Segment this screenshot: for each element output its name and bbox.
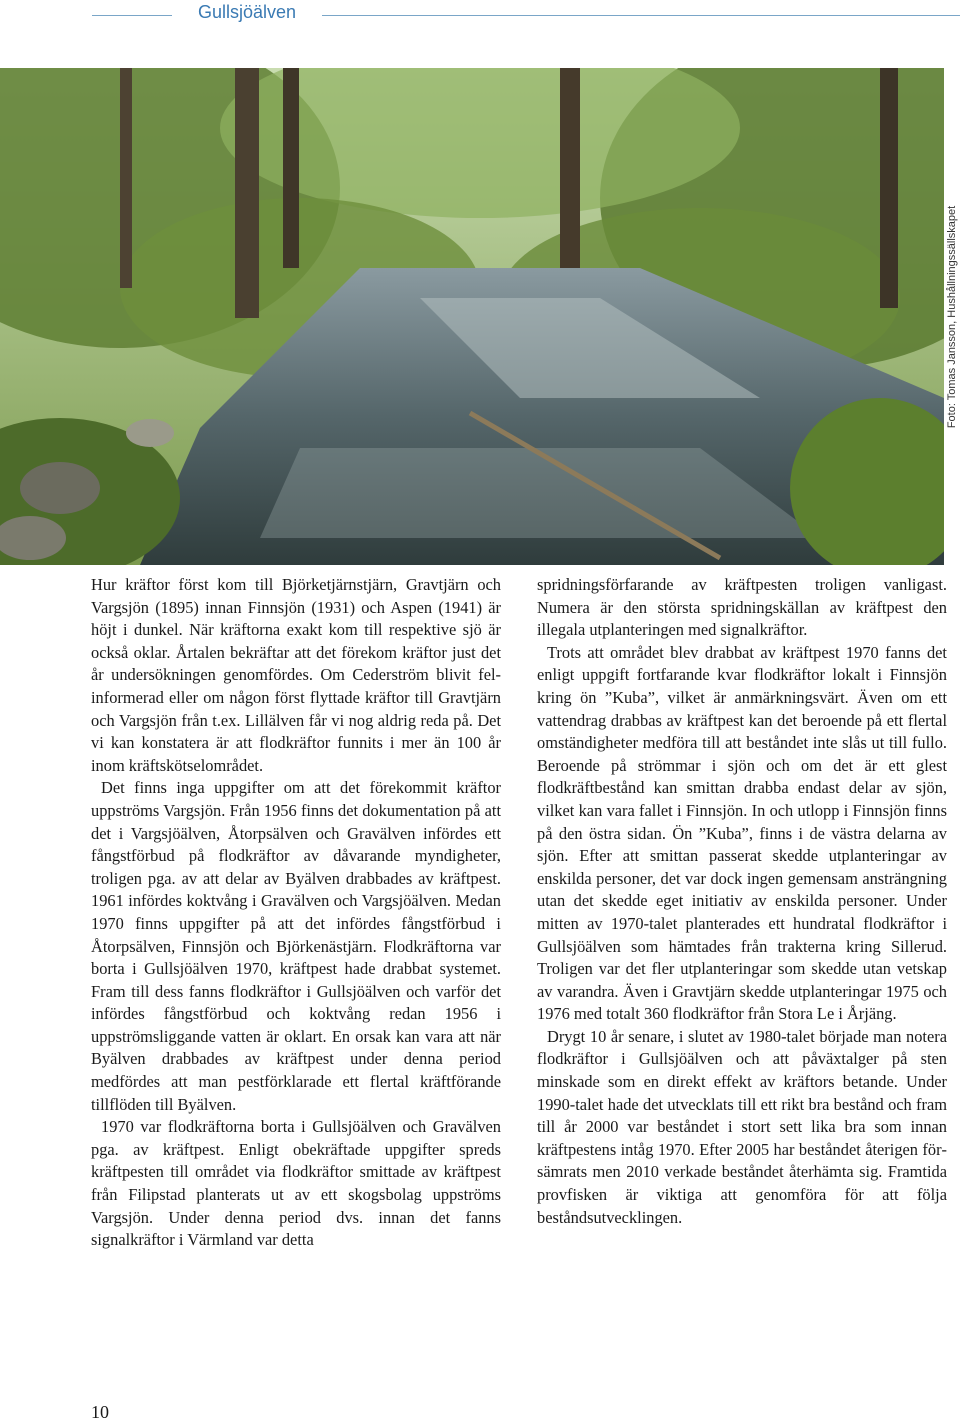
header-title: Gullsjöälven	[197, 2, 297, 22]
page-number: 10	[91, 1402, 109, 1422]
left-paragraph-3: 1970 var flodkräftorna borta i Gullsjöälven och Gravälven pga. av kräftpest. Enligt obekräftade uppgifter spreds kräftpesten till området via flodkräftor smittade av kräftpest från Filipstad planterats ut av ett skogsbolag uppströms Vargsjön. Under denna period dvs. innan det fanns signalkräftor i Värmland var detta	[91, 1117, 501, 1250]
stream-photo	[0, 68, 944, 565]
photo-credit	[944, 68, 960, 565]
photo-credit-text: Foto: Tomas Jansson, Hushållningssällskapet	[946, 205, 958, 428]
stream-photo-illustration	[0, 68, 944, 565]
left-paragraph-2: Det finns inga uppgifter om att det förekommit kräftor uppströms Vargsjön. Från 1956 finns det dokumentation på att det i Vargsjöälven, Åtorpsälven och Gravälven infördes ett fångstförbud på flodkräftor av dåvarande myndigheter, troligen pga. av att delar av Byälven drabbades av kräftpest. 1961 infördes koktvång i Gravälven och Vargsjöälven. Medan 1970 finns uppgifter på att det infördes fångstförbud i Åtorpsälven, Finnsjön och Björkenästjärn. Flodkräftorna var borta i Gullsjöälven 1970, kräftpest hade drabbat systemet. Fram till dess fanns flodkräftor i Gullsjöälven och varför det infördes fångstförbud och koktvång redan 1956 i uppströmsliggande vatten är oklart. En orsak kan vara att när Byälven drabbades av kräftpest under denna period medfördes att man pestförklarade ett flertal kräftförande tillflöden till Byälven.	[91, 778, 501, 1114]
running-header	[0, 0, 960, 30]
header-rule-right	[322, 15, 960, 16]
right-paragraph-1: spridningsförfarande av kräftpesten troligen vanligast. Numera är den största spridningskällan av kräftpest den illegala utplanteringen med signalkräftor.	[537, 575, 947, 640]
right-paragraph-2: Trots att området blev drabbat av kräftpest 1970 fanns det enligt uppgift fortfarande kvar flodkräftor lokalt i Finnsjön kring ön ”Kuba”, vilket är anmärkningsvärt. Även om ett vattendrag drabbas av kräftpest kan det beroende på ett flertal omständigheter medföra till att beståndet inte slås ut till fullo. Beroende på strömmar i sjön och om det är ett glest flodkräftbestånd kan smittan drabba endast delar av sjön, vilket kan vara fallet i Finnsjön. In och utlopp i Finnsjön finns på den östra sidan. Ön ”Kuba”, finns i de västra delarna av sjön. Efter att smittan passerat skedde utplanteringar av enskilda personer, det var dock ingen gemensam ansträngning utan det skedde eget initiativ av enskilda personer. Under mitten av 1970-talet planterades ett hundratal flodkräftor i Gullsjöälven som hämtades från trakterna kring Sillerud. Troligen var det fler utplanteringar som skedde utan vetskap av varandra. Även i Gravtjärn skedde utplanteringar 1975 och 1976 med totalt 360 flodkräftor från Stora Le i Årjäng.	[537, 642, 947, 1024]
header-rule-left	[92, 15, 172, 16]
right-column	[537, 574, 947, 1229]
left-paragraph-1: Hur kräftor först kom till Björketjärnstjärn, Gravtjärn och Vargsjön (1895) innan Finnsjön (1931) och Aspen (1941) är höjt i dunkel. När kräftorna exakt kom till respektive sjö är också oklar. Årtalen bekräftar att det förekom kräftor just det år undersökningen genomfördes. Om Cederström blivit felinformerad eller om någon först flyttade kräftor till Gravtjärn och Vargsjön från t.ex. Lillälven får vi nog aldrig reda på. Det vi kan konstatera är att flodkräftor funnits i mer än 100 år inom kräftskötselområdet.	[91, 575, 501, 775]
left-column	[91, 574, 501, 1252]
right-paragraph-3: Drygt 10 år senare, i slutet av 1980-talet började man notera flodkräftor i Gullsjöälven och att påväxtalger på sten minskade som en direkt effekt av kräftors betande. Under 1990-talet hade det utvecklats till ett rikt bra bestånd och fram till år 2000 var beståndet i stort sett lika bra som innan kräftpestens intåg 1970. Efter 2005 har beståndet återigen försämrats men 2010 verkade beståndet återhämta sig. Framtida provfisken är viktiga att genomföra för att följa beståndsutvecklingen.	[537, 1026, 947, 1227]
